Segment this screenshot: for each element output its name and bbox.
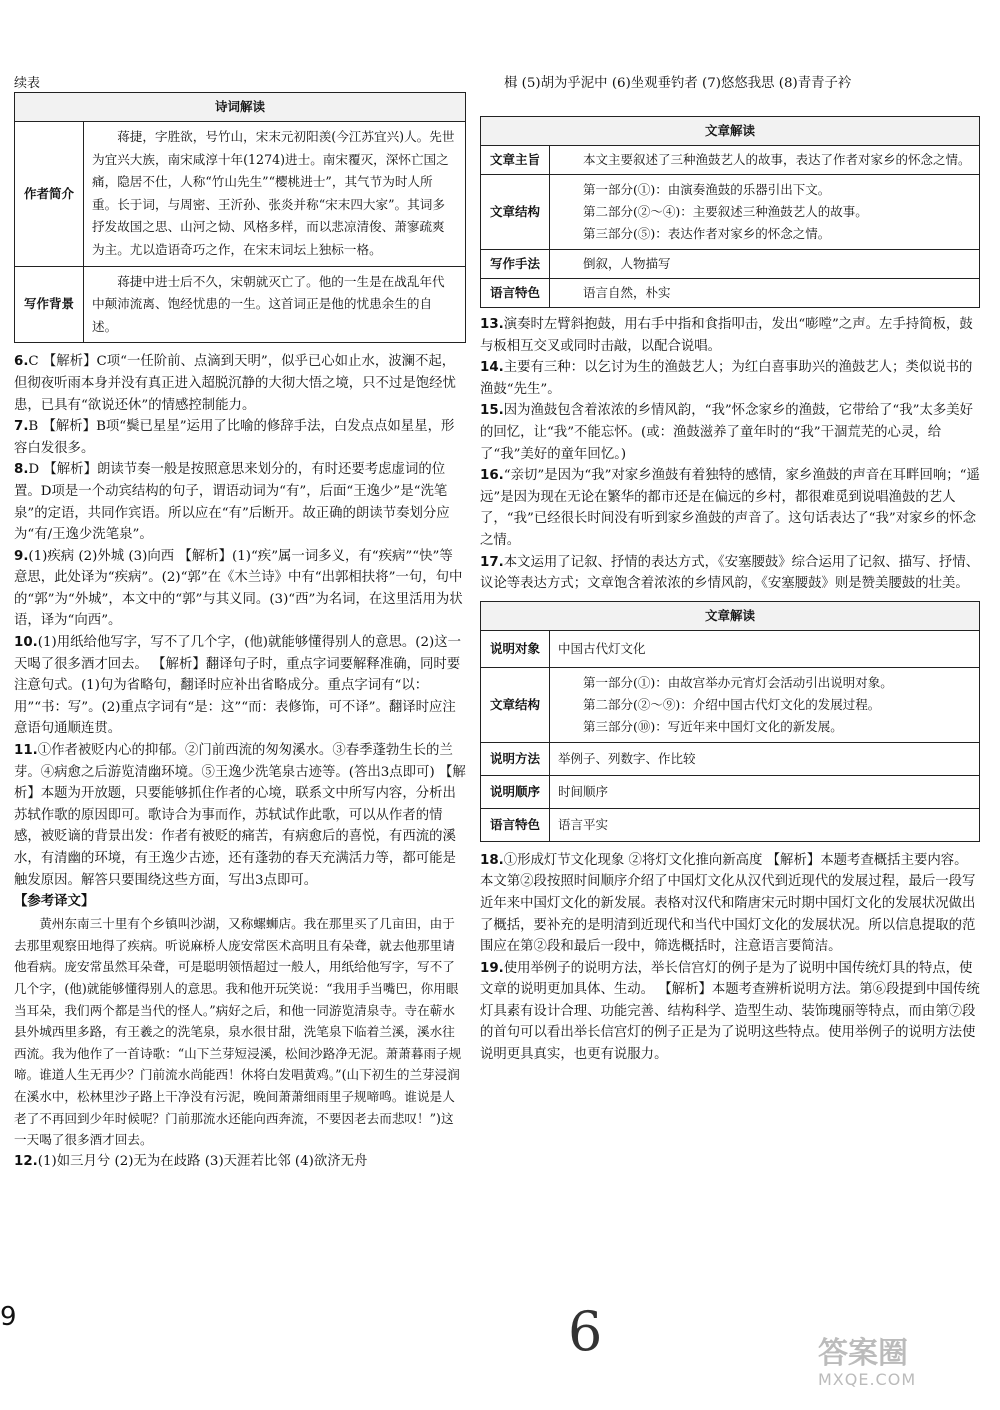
poem-table-title: 诗词解读	[15, 93, 466, 122]
theme-label: 文章主旨	[481, 146, 550, 175]
article-table-1	[480, 116, 980, 308]
object-label: 说明对象	[481, 630, 550, 667]
right-answers-2	[480, 850, 980, 1066]
answer-17: 17.本文运用了记叙、抒情的表达方式，《安塞腰鼓》综合运用了记叙、描写、抒情、议论等表达方式；文章饱含着浓浓的乡情风韵，《安塞腰鼓》则是赞美腰鼓的壮美。	[480, 554, 980, 592]
structure-part-1: 第一部分(①)：由演奏渔鼓的乐器引出下文。	[583, 182, 831, 197]
language2-label: 语言特色	[481, 808, 550, 841]
technique-label: 写作手法	[481, 250, 550, 279]
language-text: 语言自然，朴实	[550, 279, 980, 308]
background-text: 蒋捷中进士后不久，宋朝就灭亡了。他的一生是在战乱年代中颠沛流离、饱经忧患的一生。这首词正是他的忧患余生的自述。	[84, 266, 466, 343]
right-answers	[480, 314, 980, 595]
answer-11: 11.①作者被贬内心的抑郁。②门前西流的匆匆溪水。③春季蓬勃生长的兰芽。④病愈之后游览清幽环境。⑤王逸少洗笔泉古迹等。(答出3点即可) 【解析】本题为开放题，只要能够抓住作者的心境，联系文中所写内容，分析出苏轼作歌的原因即可。歌诗合为事而作，苏轼试作此歌，可以从作者的情感，被贬谪的背景出发：作者有被贬的痛苦，有病愈后的喜悦，有西流的溪水，有清幽的环境，有王逸少古迹，还有蓬勃的春天充满活力等，都可能是触发原因。解答只要围绕这些方面，写出3点即可。	[14, 743, 466, 888]
structure-part-3: 第三部分(⑤)：表达作者对家乡的怀念之情。	[583, 226, 831, 241]
structure-text	[550, 175, 980, 250]
structure2-part-2: 第二部分(②～⑨)：介绍中国古代灯文化的发展过程。	[583, 696, 881, 712]
structure2-part-3: 第三部分(⑩)：写近年来中国灯文化的新发展。	[583, 718, 843, 734]
structure-part-2: 第二部分(②～④)：主要叙述三种渔鼓艺人的故事。	[583, 204, 868, 219]
article-table-2-title: 文章解读	[481, 601, 980, 630]
right-column	[480, 0, 980, 1066]
reference-text: 黄州东南三十里有个乡镇叫沙湖，又称螺蛳店。我在那里买了几亩田，由于去那里观察田地得了疾病。听说麻桥人庞安常医术高明且有朵聋，就去他那里请他看病。庞安常虽然耳朵聋，可是聪明领悟超过一般人，用纸给他写字，写不了几个字，(他)就能够懂得别人的意思。我和他开玩笑说：“我用手当嘴巴，你用眼当耳朵，我们两个都是当代的怪人。”病好之后，和他一同游览清泉寺。寺在蕲水县外城西里多路，有王羲之的洗笔泉，泉水很甘甜，洗笔泉下临着兰溪，溪水往西流。我为他作了一首诗歌：“山下兰芽短浸溪，松间沙路净无泥。萧萧暮雨子规啼。谁道人生无再少？门前流水尚能西！休将白发唱黄鸡。”(山下初生的兰芽浸润在溪水中，松林里沙子路上干净没有污泥，晚间萧萧细雨里子规啼鸣。谁说是人老了不再回到少年时候呢？门前那流水还能向西奔流，不要因老去而悲叹！”)这一天喝了很多酒才回去。	[14, 916, 462, 1148]
poem-table	[14, 92, 466, 343]
technique-text: 倒叙，人物描写	[550, 250, 980, 279]
object-text: 中国古代灯文化	[550, 630, 980, 667]
answer-16: 16.“亲切”是因为“我”对家乡渔鼓有着独特的感情，家乡渔鼓的声音在耳畔回响；“遥远”是因为现在无论在繁华的都市还是在偏远的乡村，都很难觅到说唱渔鼓的艺人了，“我”已经很长时间没有听到家乡渔鼓的声音了。这句话表达了“我”对家乡的怀念之情。	[480, 468, 980, 548]
answer-9: 9.(1)疾病 (2)外城 (3)向西 【解析】(1)“疾”属一词多义，有“疾病”“快”等意思，此处译为“疾病”。(2)“郭”在《木兰诗》中有“出郭相扶将”一句，句中的“郭”为“外城”，本文中的“郭”与其义同。(3)“西”为名词，在这里活用为状语，译为“向西”。	[14, 548, 463, 629]
structure2-part-1: 第一部分(①)：由故宫举办元宵灯会活动引出说明对象。	[583, 674, 893, 690]
author-text: 蒋捷，字胜欲，号竹山，宋末元初阳羡(今江苏宜兴)人。先世为宜兴大族，南宋咸淳十年(1274)进士。南宋覆灭，深怀亡国之痛，隐居不仕，人称“竹山先生”“樱桃进士”，其气节为时人所重。长于词，与周密、王沂孙、张炎并称“宋末四大家”。其词多抒发故国之思、山河之恸、风格多样，而以悲凉清俊、萧寥疏爽为主。尤以造语奇巧之作，在宋末词坛上独标一格。	[84, 122, 466, 267]
order-text: 时间顺序	[550, 775, 980, 808]
answer-10: 10.(1)用纸给他写字，写不了几个字，(他)就能够懂得别人的意思。(2)这一天喝了很多酒才回去。 【解析】翻译句子时，重点字词要解释准确，同时要注意句式。(1)句为省略句，翻译时应补出省略成分。重点字词有“以：用”“书：写”。(2)重点字词有“是：这”“而：表修饰，可不译”。翻译时应注意语句通顺连贯。	[14, 635, 462, 737]
answer-19: 19.使用举例子的说明方法，举长信宫灯的例子是为了说明中国传统灯具的特点，使文章的说明更加具体、生动。 【解析】本题考查辨析说明方法。第⑥段提到中国传统灯具素有设计合理、功能完善、结构科学、造型生动、装饰瑰丽等特点，而由第⑦段的首句可以看出举长信宫灯的例子正是为了说明这些特点。使用举例子的说明方法使说明更具真实，也更有说服力。	[480, 960, 980, 1063]
structure-label: 文章结构	[481, 175, 550, 250]
structure2-label: 文章结构	[481, 667, 550, 742]
background-label: 写作背景	[15, 266, 84, 343]
watermark-bottom: MXQE.COM	[818, 1370, 917, 1389]
answer-15: 15.因为渔鼓包含着浓浓的乡情风韵，“我”怀念家乡的渔鼓，它带给了“我”太多美好的回忆，让“我”不能忘怀。(或：渔鼓滋养了童年时的“我”干涸荒芜的心灵，给了“我”美好的童年回忆。)	[480, 403, 974, 462]
answer-6: 6.C 【解析】C项“一任阶前、点滴到天明”，似乎已心如止水，波澜不起，但彻夜听雨本身并没有真正进入超脱沉静的大彻大悟之境，只不过是饱经忧患，已具有“欲说还休”的情感控制能力。	[14, 354, 456, 413]
theme-text: 本文主要叙述了三种渔鼓艺人的故事，表达了作者对家乡的怀念之情。	[550, 146, 980, 175]
page-number: 9	[0, 1302, 17, 1332]
article-table-1-title: 文章解读	[481, 117, 980, 146]
answer-18: 18.①形成灯节文化现象 ②将灯文化推向新高度 【解析】本题考查概括主要内容。本文第②段按照时间顺序介绍了中国灯文化从汉代到近现代的发展过程，最后一段写近年来中国灯文化的新发展。表格对汉代和隋唐宋元时期中国灯文化的发展状况做出了概括，要补充的是明清到近现代和当代中国灯文化的发展状况。所以信息提取的范围应在第②段和最后一段中，筛选概括时，注意语言要简洁。	[480, 852, 976, 955]
language-label: 语言特色	[481, 279, 550, 308]
handwritten-mark: 6	[568, 1300, 603, 1363]
answer-12: 12.(1)如三月兮 (2)无为在歧路 (3)天涯若比邻 (4)欲济无舟	[14, 1153, 368, 1169]
answer-8: 8.D 【解析】朗读节奏一般是按照意思来划分的，有时还要考虑虚词的位置。D项是一个动宾结构的句子，谓语动词为“有”，后面“王逸少”是“洗笔泉”的定语，共同作宾语。所以应在“有”后断开。故正确的朗读节奏划分应为“有/王逸少洗笔泉”。	[14, 462, 450, 543]
answer-13: 13.演奏时左臂斜抱鼓，用右手中指和食指叩击，发出“嘭嘡”之声。左手持简板，鼓与板相互交叉或同时击敲，以配合说唱。	[480, 317, 973, 354]
order-label: 说明顺序	[481, 775, 550, 808]
left-column	[14, 0, 466, 1172]
structure2-text	[550, 667, 980, 742]
method-text: 举例子、列数字、作比较	[550, 742, 980, 775]
reference-title: 【参考译文】	[14, 894, 95, 910]
answer-14: 14.主要有三种：以乞讨为生的渔鼓艺人；为红白喜事助兴的渔鼓艺人；类似说书的渔鼓“先生”。	[480, 360, 973, 397]
author-label: 作者简介	[15, 122, 84, 267]
answer-7: 7.B 【解析】B项“鬓已星星”运用了比喻的修辞手法，白发点点如星星，形容白发很多。	[14, 419, 455, 456]
answer-12-continued: 楫 (5)胡为乎泥中 (6)坐观垂钓者 (7)悠悠我思 (8)青青子衿	[504, 76, 852, 91]
watermark-logo	[818, 1338, 916, 1389]
article-table-2	[480, 601, 980, 842]
method-label: 说明方法	[481, 742, 550, 775]
continued-label: 续表	[14, 76, 41, 91]
watermark-top: 答案圈	[818, 1336, 908, 1371]
language2-text: 语言平实	[550, 808, 980, 841]
left-answers	[14, 351, 466, 1172]
